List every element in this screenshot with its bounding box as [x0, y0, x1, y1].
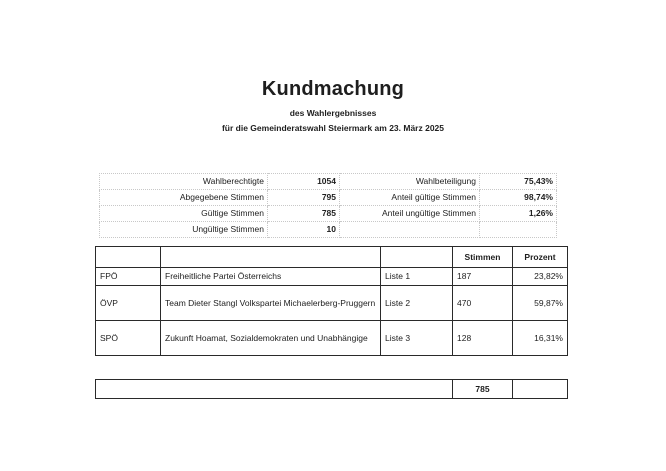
ungueltige-stimmen-value: 10 [268, 222, 340, 238]
results-table [95, 246, 568, 356]
party-prozent: 16,31% [513, 321, 568, 356]
party-stimmen: 470 [453, 286, 513, 321]
table-row [96, 321, 568, 356]
total-table [95, 379, 568, 399]
party-prozent: 59,87% [513, 286, 568, 321]
empty-cell [161, 247, 381, 268]
table-row [96, 268, 568, 286]
anteil-gueltige-label: Anteil gültige Stimmen [340, 190, 480, 206]
summary-row [100, 174, 557, 190]
empty-cell [480, 222, 557, 238]
page-title: Kundmachung [261, 78, 405, 100]
party-name: Zukunft Hoamat, Sozialdemokraten und Unabhängige [161, 321, 381, 356]
anteil-ungueltige-label: Anteil ungültige Stimmen [340, 206, 480, 222]
abgegebene-stimmen-label: Abgegebene Stimmen [100, 190, 268, 206]
summary-table [99, 173, 557, 238]
party-stimmen: 187 [453, 268, 513, 286]
party-stimmen: 128 [453, 321, 513, 356]
column-header-stimmen: Stimmen [453, 247, 513, 268]
party-abbreviation: FPÖ [96, 268, 161, 286]
anteil-ungueltige-value: 1,26% [480, 206, 557, 222]
party-abbreviation: ÖVP [96, 286, 161, 321]
party-liste: Liste 3 [381, 321, 453, 356]
results-header-row [96, 247, 568, 268]
subtitle-line-2: für die Gemeinderatswahl Steiermark am 23. März 2025 [221, 123, 445, 133]
gueltige-stimmen-value: 785 [268, 206, 340, 222]
party-abbreviation: SPÖ [96, 321, 161, 356]
party-name: Team Dieter Stangl Volkspartei Michaelerberg-Pruggern [161, 286, 381, 321]
anteil-gueltige-value: 98,74% [480, 190, 557, 206]
empty-cell [96, 247, 161, 268]
wahlberechtigte-label: Wahlberechtigte [100, 174, 268, 190]
empty-cell [96, 380, 453, 399]
total-stimmen: 785 [453, 380, 513, 399]
wahlbeteiligung-label: Wahlbeteiligung [340, 174, 480, 190]
wahlbeteiligung-value: 75,43% [480, 174, 557, 190]
summary-row [100, 190, 557, 206]
empty-cell [381, 247, 453, 268]
subtitle-line-1: des Wahlergebnisses [289, 108, 377, 118]
summary-row [100, 222, 557, 238]
party-name: Freiheitliche Partei Österreichs [161, 268, 381, 286]
empty-cell [513, 380, 568, 399]
abgegebene-stimmen-value: 795 [268, 190, 340, 206]
wahlberechtigte-value: 1054 [268, 174, 340, 190]
table-row [96, 286, 568, 321]
gueltige-stimmen-label: Gültige Stimmen [100, 206, 268, 222]
total-row [96, 380, 568, 399]
party-prozent: 23,82% [513, 268, 568, 286]
party-liste: Liste 1 [381, 268, 453, 286]
column-header-prozent: Prozent [513, 247, 568, 268]
empty-cell [340, 222, 480, 238]
party-liste: Liste 2 [381, 286, 453, 321]
ungueltige-stimmen-label: Ungültige Stimmen [100, 222, 268, 238]
summary-row [100, 206, 557, 222]
